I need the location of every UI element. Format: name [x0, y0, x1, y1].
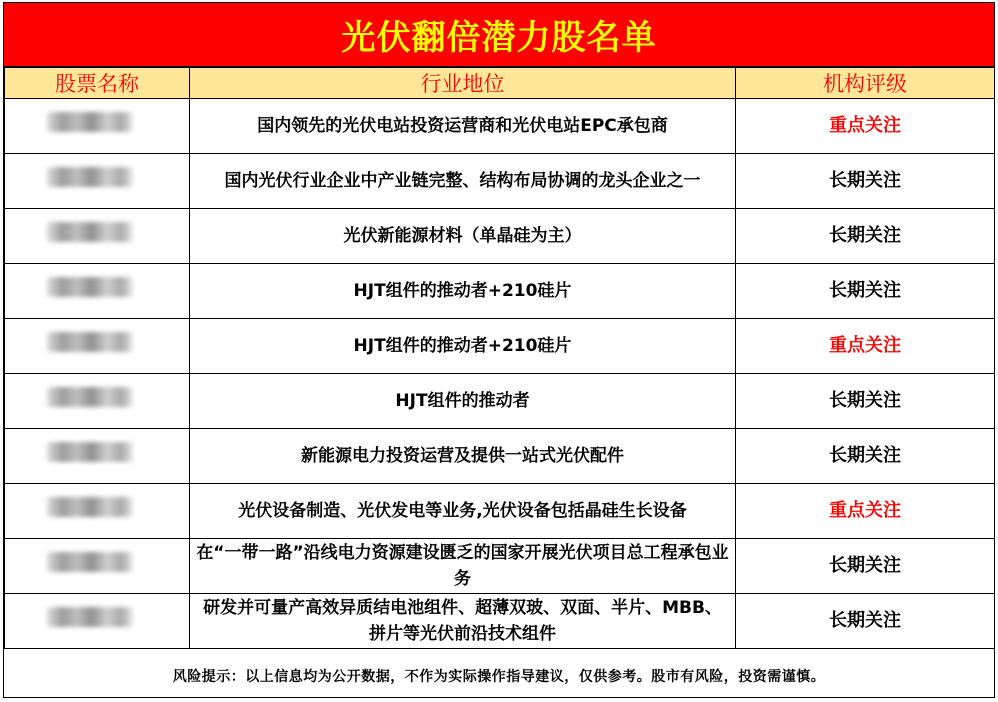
industry-position-cell: 国内领先的光伏电站投资运营商和光伏电站EPC承包商 [190, 99, 736, 154]
rating-cell: 重点关注 [736, 99, 995, 154]
industry-position-cell: 在“一带一路”沿线电力资源建设匮乏的国家开展光伏项目总工程承包业务 [190, 539, 736, 594]
redacted-stock-name [47, 277, 133, 297]
table-row [5, 319, 995, 374]
industry-position-cell: 研发并可量产高效异质结电池组件、超薄双玻、双面、半片、MBB、拼片等光伏前沿技术组件 [190, 594, 736, 649]
rating-cell: 长期关注 [736, 594, 995, 649]
rating-cell: 长期关注 [736, 374, 995, 429]
stock-name-cell [5, 539, 190, 594]
rating-cell: 重点关注 [736, 484, 995, 539]
stock-name-cell [5, 374, 190, 429]
industry-position-cell: 国内光伏行业企业中产业链完整、结构布局协调的龙头企业之一 [190, 154, 736, 209]
rating-cell: 长期关注 [736, 154, 995, 209]
stock-name-cell [5, 99, 190, 154]
stock-table [4, 67, 995, 649]
industry-position-cell: HJT组件的推动者+210硅片 [190, 264, 736, 319]
redacted-stock-name [47, 112, 133, 132]
header-stock-name: 股票名称 [5, 68, 190, 99]
stock-name-cell [5, 154, 190, 209]
industry-position-cell: HJT组件的推动者 [190, 374, 736, 429]
table-row [5, 99, 995, 154]
redacted-stock-name [47, 167, 133, 187]
table-row [5, 154, 995, 209]
redacted-stock-name [47, 607, 133, 627]
rating-cell: 长期关注 [736, 264, 995, 319]
stock-list-sheet [3, 2, 995, 698]
table-row [5, 209, 995, 264]
stock-name-cell [5, 484, 190, 539]
table-row [5, 374, 995, 429]
redacted-stock-name [47, 222, 133, 242]
table-row [5, 594, 995, 649]
industry-position-cell: HJT组件的推动者+210硅片 [190, 319, 736, 374]
table-header-row [5, 68, 995, 99]
industry-position-cell: 光伏新能源材料（单晶硅为主） [190, 209, 736, 264]
header-institution-rating: 机构评级 [736, 68, 995, 99]
industry-position-cell: 光伏设备制造、光伏发电等业务,光伏设备包括晶硅生长设备 [190, 484, 736, 539]
table-row [5, 429, 995, 484]
header-industry-position: 行业地位 [190, 68, 736, 99]
table-row [5, 264, 995, 319]
rating-cell: 重点关注 [736, 319, 995, 374]
stock-name-cell [5, 319, 190, 374]
stock-name-cell [5, 264, 190, 319]
rating-cell: 长期关注 [736, 209, 995, 264]
stock-name-cell [5, 209, 190, 264]
risk-disclaimer: 风险提示：以上信息均为公开数据，不作为实际操作指导建议，仅供参考。股市有风险，投资需谨慎。 [172, 669, 826, 685]
rating-cell: 长期关注 [736, 429, 995, 484]
rating-cell: 长期关注 [736, 539, 995, 594]
stock-name-cell [5, 429, 190, 484]
table-row [5, 484, 995, 539]
redacted-stock-name [47, 497, 133, 517]
redacted-stock-name [47, 442, 133, 462]
stock-name-cell [5, 594, 190, 649]
industry-position-cell: 新能源电力投资运营及提供一站式光伏配件 [190, 429, 736, 484]
redacted-stock-name [47, 387, 133, 407]
page-title: 光伏翻倍潜力股名单 [4, 3, 994, 67]
table-row [5, 539, 995, 594]
redacted-stock-name [47, 552, 133, 572]
redacted-stock-name [47, 332, 133, 352]
